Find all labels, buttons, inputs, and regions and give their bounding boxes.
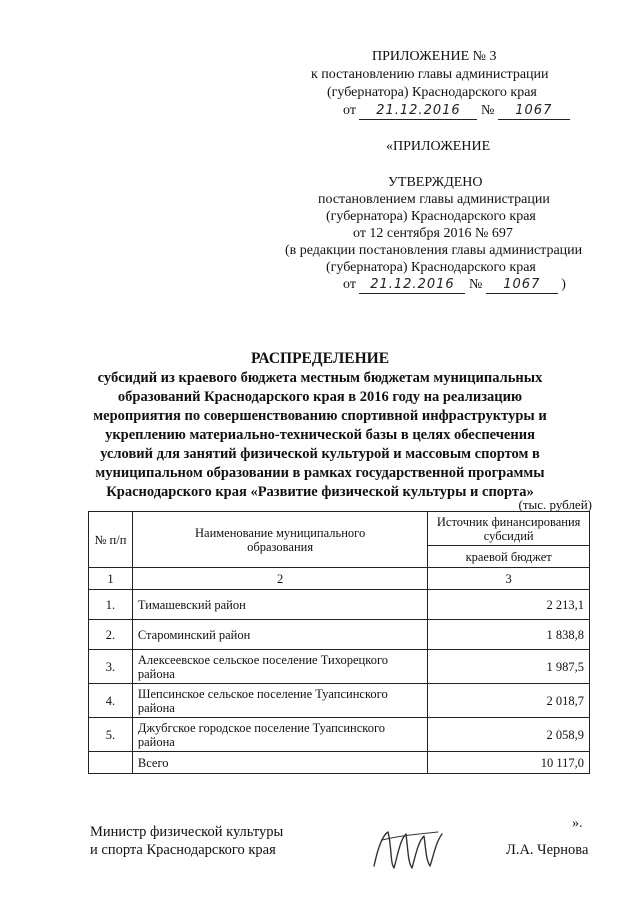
- row-amount: 2 213,1: [428, 590, 590, 620]
- table-row: [89, 590, 590, 620]
- row-name: Алексеевское сельское поселение Тихорецкого района: [132, 650, 427, 684]
- row-amount: 2 018,7: [428, 684, 590, 718]
- approved-number-label: №: [468, 277, 483, 292]
- table-row: [89, 718, 590, 752]
- header-no: № п/п: [89, 512, 133, 568]
- document-title: РАСПРЕДЕЛЕНИЕ: [250, 350, 390, 367]
- table-row: [89, 684, 590, 718]
- row-name: Шепсинское сельское поселение Туапсинского района: [132, 684, 427, 718]
- table-total-row: [89, 752, 590, 774]
- appendix-line-2: (губернатора) Краснодарского края: [327, 85, 537, 100]
- row-no: 1.: [89, 590, 133, 620]
- number-cell-3: 3: [428, 568, 590, 590]
- row-amount: 1 838,8: [428, 620, 590, 650]
- approved-number-handwritten: 1067: [486, 276, 558, 294]
- appendix-date-handwritten: 21.12.2016: [359, 102, 477, 120]
- number-cell-2: 2: [132, 568, 427, 590]
- number-cell-1: 1: [89, 568, 133, 590]
- total-no: [89, 752, 133, 774]
- header-budget: краевой бюджет: [428, 546, 590, 568]
- row-amount: 2 058,9: [428, 718, 590, 752]
- subtitle-line-2: образований Краснодарского края в 2016 году на реализацию: [117, 389, 523, 405]
- appendix-number-handwritten: 1067: [498, 102, 570, 120]
- units-label: (тыс. рублей): [518, 497, 592, 512]
- table-number-row: [89, 568, 590, 590]
- subtitle-line-7: Краснодарского края «Развитие физической культуры и спорта»: [106, 484, 534, 500]
- subtitle-line-4: укреплению материально-технической базы в целях обеспечения: [105, 427, 535, 443]
- closing-mark: ».: [572, 816, 583, 831]
- approved-label: УТВЕРЖДЕНО: [388, 175, 483, 190]
- appendix-number-label: №: [480, 103, 495, 118]
- approved-from-label: от: [343, 277, 356, 292]
- row-name: Староминский район: [132, 620, 427, 650]
- subtitle-line-3: мероприятия по совершенствованию спортивной инфраструктуры и: [93, 408, 547, 424]
- row-no: 4.: [89, 684, 133, 718]
- table-row: [89, 650, 590, 684]
- approved-close-paren: ): [561, 277, 566, 292]
- table-row: [89, 620, 590, 650]
- approved-date-line: [343, 276, 566, 294]
- row-no: 5.: [89, 718, 133, 752]
- header-name: Наименование муниципального образования: [132, 512, 427, 568]
- appendix-date-line: [343, 102, 570, 120]
- row-amount: 1 987,5: [428, 650, 590, 684]
- row-no: 2.: [89, 620, 133, 650]
- approved-date-handwritten: 21.12.2016: [359, 276, 465, 294]
- subtitle-line-1: субсидий из краевого бюджета местным бюджетам муниципальных: [97, 370, 543, 386]
- distribution-table: [88, 511, 590, 774]
- approved-line-4: (в редакции постановления главы администрации: [285, 243, 583, 258]
- total-label: Всего: [132, 752, 427, 774]
- inner-appendix-title: «ПРИЛОЖЕНИЕ: [386, 139, 491, 154]
- approved-line-2: (губернатора) Краснодарского края: [326, 209, 536, 224]
- appendix-title: ПРИЛОЖЕНИЕ № 3: [372, 49, 497, 64]
- row-name: Тимашевский район: [132, 590, 427, 620]
- appendix-from-label: от: [343, 103, 356, 118]
- subtitle-line-6: муниципальном образовании в рамках государственной программы: [95, 465, 545, 481]
- approved-line-1: постановлением главы администрации: [318, 192, 550, 207]
- signatory-name: Л.А. Чернова: [506, 842, 589, 858]
- signature-line-2: и спорта Краснодарского края: [90, 842, 276, 858]
- approved-line-3: от 12 сентября 2016 № 697: [353, 226, 513, 241]
- row-no: 3.: [89, 650, 133, 684]
- table-header-row: [89, 512, 590, 546]
- header-source: Источник финансирования субсидий: [428, 512, 590, 546]
- subtitle-line-5: условий для занятий физической культурой и массовым спортом в: [100, 446, 540, 462]
- handwritten-signature: [368, 818, 448, 878]
- total-amount: 10 117,0: [428, 752, 590, 774]
- appendix-line-1: к постановлению главы администрации: [311, 67, 549, 82]
- approved-line-5: (губернатора) Краснодарского края: [326, 260, 536, 275]
- signature-line-1: Министр физической культуры: [90, 824, 284, 840]
- row-name: Джубгское городское поселение Туапсинского района: [132, 718, 427, 752]
- document-subtitle: [60, 369, 580, 502]
